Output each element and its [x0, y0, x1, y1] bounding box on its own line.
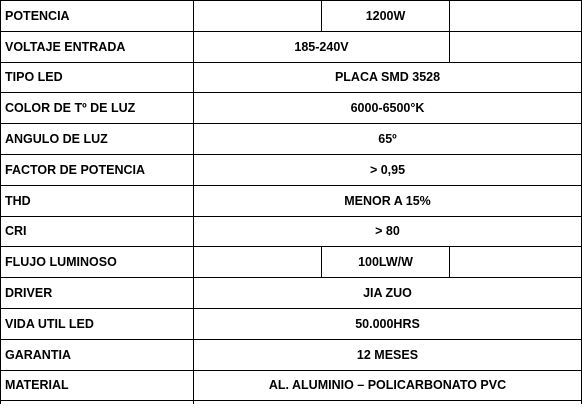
- spec-label: VOLTAJE ENTRADA: [1, 31, 194, 62]
- spec-value: AL. ALUMINIO – POLICARBONATO PVC: [194, 370, 582, 401]
- spec-label: GARANTIA: [1, 339, 194, 370]
- cut-off-row: [1, 401, 582, 405]
- spec-row: [1, 62, 582, 93]
- empty-cell: [450, 247, 582, 278]
- spec-row: [1, 339, 582, 370]
- spec-value: 12 MESES: [194, 339, 582, 370]
- spec-row: [1, 308, 582, 339]
- spec-row: [1, 124, 582, 155]
- spec-label: THD: [1, 185, 194, 216]
- spec-label: VIDA UTIL LED: [1, 308, 194, 339]
- empty-cell: [194, 401, 582, 405]
- spec-row: [1, 1, 582, 32]
- empty-cell: [450, 31, 582, 62]
- spec-label: TIPO LED: [1, 62, 194, 93]
- spec-row: [1, 154, 582, 185]
- spec-value: 185-240V: [194, 31, 450, 62]
- spec-value: JIA ZUO: [194, 278, 582, 309]
- spec-row: [1, 247, 582, 278]
- spec-label: MATERIAL: [1, 370, 194, 401]
- spec-value: 50.000HRS: [194, 308, 582, 339]
- spec-value: 6000-6500°K: [194, 93, 582, 124]
- spec-row: [1, 31, 582, 62]
- empty-cell: [1, 401, 194, 405]
- spec-label: COLOR DE Tº DE LUZ: [1, 93, 194, 124]
- spec-label: FLUJO LUMINOSO: [1, 247, 194, 278]
- spec-value: > 80: [194, 216, 582, 247]
- spec-label: DRIVER: [1, 278, 194, 309]
- empty-cell: [194, 247, 322, 278]
- spec-row: [1, 216, 582, 247]
- spec-value: 1200W: [322, 1, 450, 32]
- spec-row: [1, 370, 582, 401]
- spec-row: [1, 93, 582, 124]
- spec-value: 100LW/W: [322, 247, 450, 278]
- spec-label: POTENCIA: [1, 1, 194, 32]
- spec-row: [1, 185, 582, 216]
- spec-label: CRI: [1, 216, 194, 247]
- spec-row: [1, 278, 582, 309]
- spec-label: ANGULO DE LUZ: [1, 124, 194, 155]
- empty-cell: [450, 1, 582, 32]
- empty-cell: [194, 1, 322, 32]
- spec-value: 65º: [194, 124, 582, 155]
- spec-value: PLACA SMD 3528: [194, 62, 582, 93]
- spec-value: > 0,95: [194, 154, 582, 185]
- spec-label: FACTOR DE POTENCIA: [1, 154, 194, 185]
- spec-value: MENOR A 15%: [194, 185, 582, 216]
